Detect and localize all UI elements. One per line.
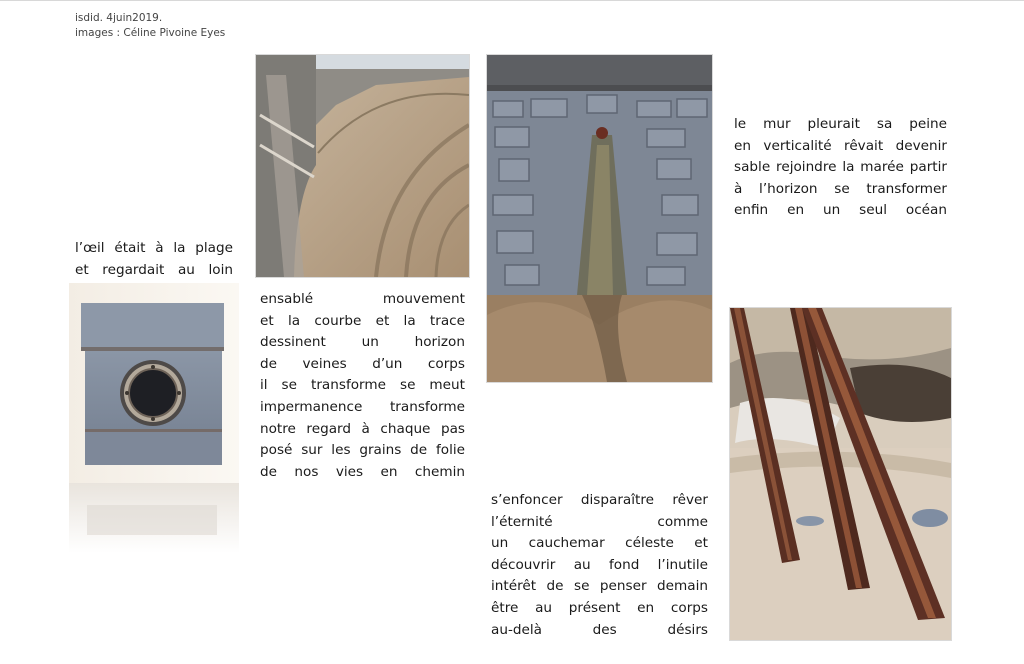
poem-line: sable rejoindre la marée partir <box>734 159 947 176</box>
poem-line: le mur pleurait sa peine <box>734 116 947 132</box>
top-divider <box>0 0 1024 1</box>
poem-line: ensablé mouvement <box>260 291 465 307</box>
poem-eye <box>75 238 233 281</box>
poem-line: l’éternité comme <box>491 513 708 530</box>
poem-sink <box>491 490 708 641</box>
poem-wall <box>734 114 947 222</box>
poem-line: au-delà des désirs <box>491 621 708 638</box>
poem-line: à l’horizon se transformer <box>734 180 947 197</box>
photo-box-porthole <box>69 283 239 553</box>
poem-line: impermanence transforme <box>260 398 465 415</box>
poem-line: intérêt de se penser demain <box>491 578 708 595</box>
header-meta <box>75 11 225 41</box>
poem-line: s’enfoncer disparaître rêver <box>491 492 708 508</box>
poem-line: posé sur les grains de folie <box>260 442 465 459</box>
poem-line: l’œil était à la plage <box>75 240 233 256</box>
poem-line: découvrir au fond l’inutile <box>491 556 708 573</box>
poem-line: et la courbe et la trace <box>260 312 465 329</box>
header-credits: images : Céline Pivoine Eyes <box>75 27 226 39</box>
photo-stone-wall <box>487 55 712 382</box>
header-date: isdid. 4juin2019. <box>75 12 163 24</box>
poem-line: il se transforme se meut <box>260 377 465 394</box>
poem-line: notre regard à chaque pas <box>260 420 465 437</box>
poem-sand <box>260 289 465 483</box>
poem-line: en verticalité rêvait devenir <box>734 137 947 154</box>
photo-beach-seawall <box>256 55 469 277</box>
poem-line: enfin en un seul océan <box>734 202 947 219</box>
poem-line: être au présent en corps <box>491 599 708 616</box>
poem-line: de nos vies en chemin <box>260 463 465 480</box>
poem-line: dessinent un horizon <box>260 334 465 351</box>
poem-line: un cauchemar céleste et <box>491 535 708 552</box>
poem-line: et regardait au loin <box>75 261 233 278</box>
photo-rusty-bars <box>730 308 951 640</box>
poem-line: de veines d’un corps <box>260 355 465 372</box>
